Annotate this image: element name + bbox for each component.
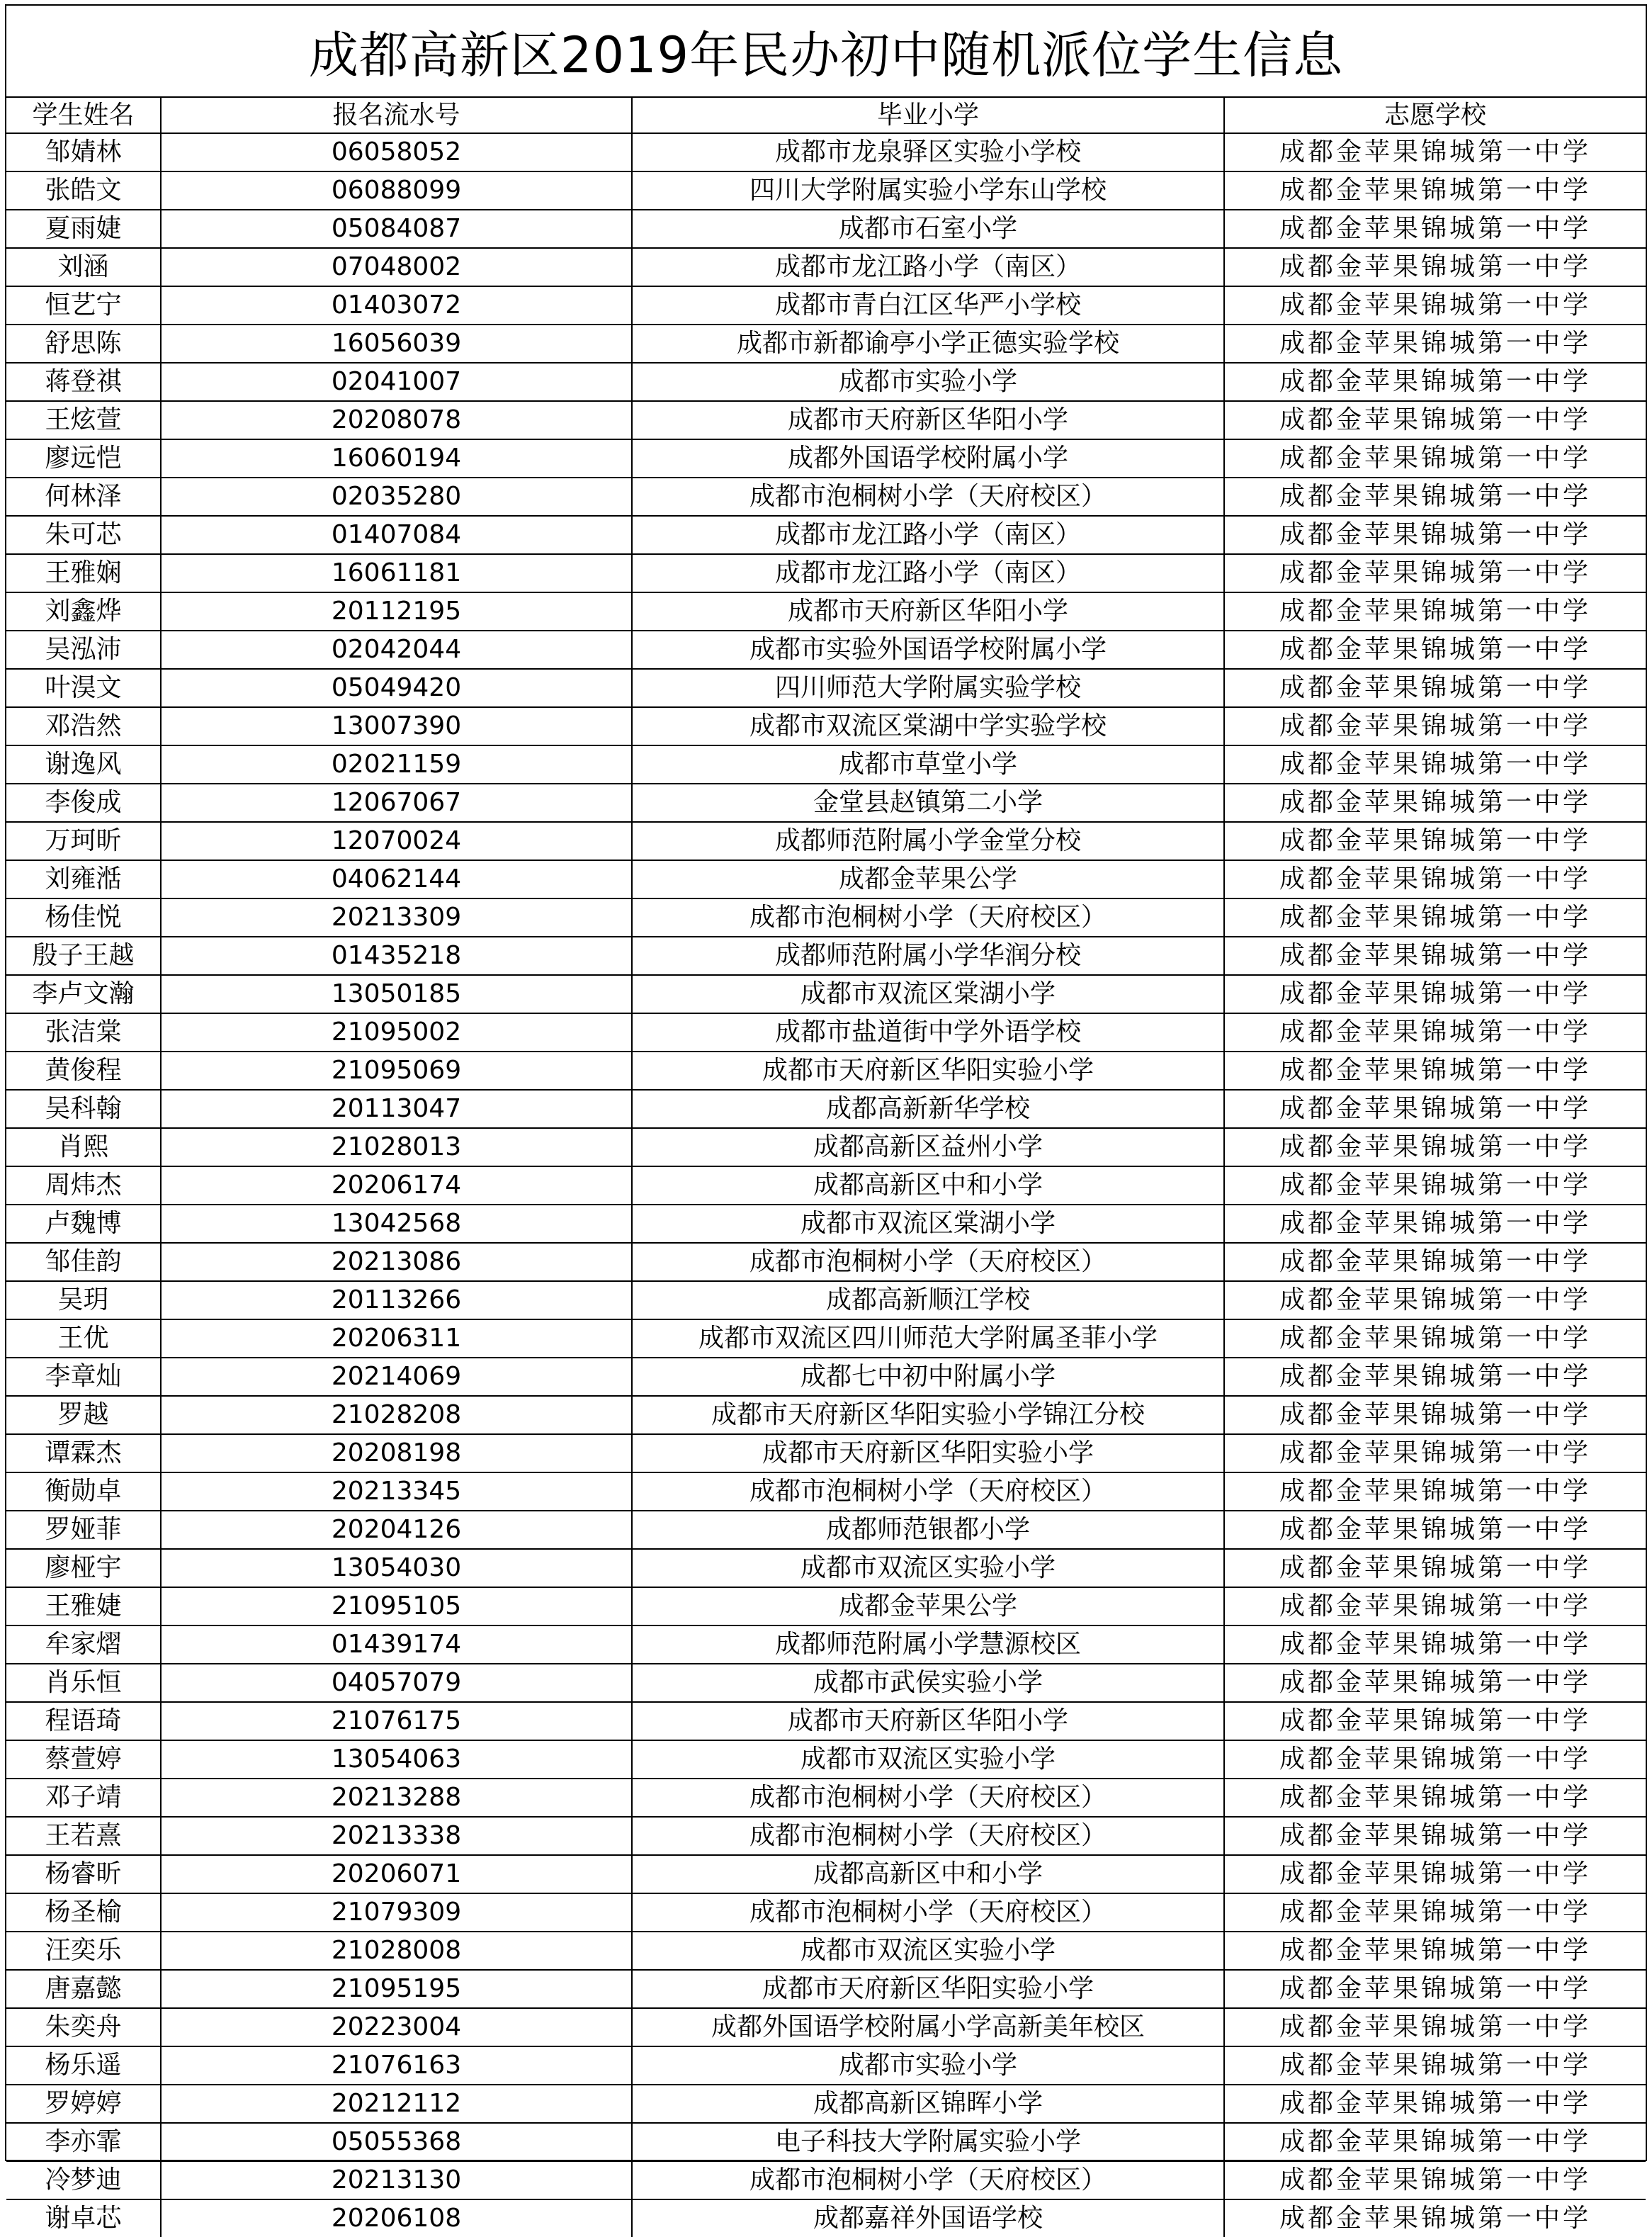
table-row: [6, 1817, 1646, 1855]
table-row: [6, 669, 1646, 707]
cell-student-name: 唐嘉懿: [6, 1970, 161, 2008]
cell-registration-number: 12070024: [161, 822, 632, 860]
cell-preferred-school: 成都金苹果锦城第一中学: [1224, 363, 1646, 401]
table-row: [6, 478, 1646, 516]
cell-student-name: 吴玥: [6, 1281, 161, 1319]
cell-preferred-school: 成都金苹果锦城第一中学: [1224, 325, 1646, 363]
table-row: [6, 363, 1646, 401]
table-row: [6, 516, 1646, 554]
cell-registration-number: 20212112: [161, 2085, 632, 2123]
cell-student-name: 谢逸风: [6, 745, 161, 784]
cell-primary-school: 成都市天府新区华阳实验小学锦江分校: [632, 1396, 1224, 1434]
cell-registration-number: 07048002: [161, 248, 632, 286]
cell-preferred-school: 成都金苹果锦城第一中学: [1224, 1817, 1646, 1855]
cell-primary-school: 成都外国语学校附属小学: [632, 439, 1224, 478]
cell-primary-school: 成都市实验外国语学校附属小学: [632, 631, 1224, 669]
cell-preferred-school: 成都金苹果锦城第一中学: [1224, 1281, 1646, 1319]
table-row: [6, 1740, 1646, 1779]
cell-student-name: 邓浩然: [6, 707, 161, 745]
cell-primary-school: 成都师范银都小学: [632, 1511, 1224, 1549]
cell-primary-school: 成都高新区益州小学: [632, 1128, 1224, 1166]
cell-preferred-school: 成都金苹果锦城第一中学: [1224, 1855, 1646, 1893]
cell-student-name: 罗越: [6, 1396, 161, 1434]
cell-student-name: 谢卓芯: [6, 2199, 161, 2237]
cell-student-name: 衡勋卓: [6, 1472, 161, 1511]
cell-primary-school: 成都高新区中和小学: [632, 1855, 1224, 1893]
table-row: [6, 1243, 1646, 1281]
cell-student-name: 王雅娴: [6, 554, 161, 592]
cell-primary-school: 成都市双流区棠湖小学: [632, 975, 1224, 1013]
cell-primary-school: 成都金苹果公学: [632, 860, 1224, 898]
cell-primary-school: 成都嘉祥外国语学校: [632, 2199, 1224, 2237]
table-row: [6, 784, 1646, 822]
cell-student-name: 周炜杰: [6, 1166, 161, 1205]
spreadsheet: [5, 4, 1647, 2233]
cell-primary-school: 成都高新区锦晖小学: [632, 2085, 1224, 2123]
cell-registration-number: 21076163: [161, 2046, 632, 2085]
table-row: [6, 1932, 1646, 1970]
cell-primary-school: 成都市泡桐树小学（天府校区）: [632, 1243, 1224, 1281]
cell-primary-school: 成都市双流区棠湖小学: [632, 1205, 1224, 1243]
cell-registration-number: 01435218: [161, 937, 632, 975]
table-row: [6, 707, 1646, 745]
cell-preferred-school: 成都金苹果锦城第一中学: [1224, 1587, 1646, 1625]
cell-student-name: 王若熹: [6, 1817, 161, 1855]
table-row: [6, 1893, 1646, 1932]
cell-preferred-school: 成都金苹果锦城第一中学: [1224, 860, 1646, 898]
cell-preferred-school: 成都金苹果锦城第一中学: [1224, 1128, 1646, 1166]
cell-registration-number: 16060194: [161, 439, 632, 478]
cell-registration-number: 01439174: [161, 1625, 632, 1664]
cell-student-name: 张洁棠: [6, 1013, 161, 1052]
table-row: [6, 1511, 1646, 1549]
cell-registration-number: 21028208: [161, 1396, 632, 1434]
cell-student-name: 牟家熠: [6, 1625, 161, 1664]
cell-primary-school: 成都市泡桐树小学（天府校区）: [632, 478, 1224, 516]
cell-registration-number: 20213338: [161, 1817, 632, 1855]
cell-preferred-school: 成都金苹果锦城第一中学: [1224, 631, 1646, 669]
cell-primary-school: 成都市草堂小学: [632, 745, 1224, 784]
cell-student-name: 张皓文: [6, 171, 161, 210]
cell-primary-school: 成都市新都谕亭小学正德实验学校: [632, 325, 1224, 363]
cell-primary-school: 成都市天府新区华阳实验小学: [632, 1052, 1224, 1090]
cell-student-name: 罗娅菲: [6, 1511, 161, 1549]
cell-preferred-school: 成都金苹果锦城第一中学: [1224, 478, 1646, 516]
table-row: [6, 1472, 1646, 1511]
cell-student-name: 王雅婕: [6, 1587, 161, 1625]
table-row: [6, 439, 1646, 478]
cell-registration-number: 05055368: [161, 2123, 632, 2161]
table-row: [6, 2123, 1646, 2161]
table-row: [6, 975, 1646, 1013]
cell-preferred-school: 成都金苹果锦城第一中学: [1224, 1702, 1646, 1740]
cell-preferred-school: 成都金苹果锦城第一中学: [1224, 1243, 1646, 1281]
cell-registration-number: 20204126: [161, 1511, 632, 1549]
cell-student-name: 李卢文瀚: [6, 975, 161, 1013]
cell-primary-school: 成都市天府新区华阳小学: [632, 1702, 1224, 1740]
cell-registration-number: 21095002: [161, 1013, 632, 1052]
table-row: [6, 1205, 1646, 1243]
cell-student-name: 叶淏文: [6, 669, 161, 707]
cell-student-name: 杨乐遥: [6, 2046, 161, 2085]
table-row: [6, 1090, 1646, 1128]
cell-registration-number: 16056039: [161, 325, 632, 363]
cell-primary-school: 成都师范附属小学慧源校区: [632, 1625, 1224, 1664]
table-row: [6, 1052, 1646, 1090]
cell-student-name: 万珂昕: [6, 822, 161, 860]
cell-registration-number: 01403072: [161, 286, 632, 325]
cell-registration-number: 01407084: [161, 516, 632, 554]
cell-primary-school: 成都市双流区实验小学: [632, 1740, 1224, 1779]
cell-preferred-school: 成都金苹果锦城第一中学: [1224, 1740, 1646, 1779]
cell-primary-school: 成都师范附属小学金堂分校: [632, 822, 1224, 860]
cell-registration-number: 05049420: [161, 669, 632, 707]
cell-student-name: 冷梦迪: [6, 2161, 161, 2199]
cell-registration-number: 20213288: [161, 1779, 632, 1817]
cell-registration-number: 21079309: [161, 1893, 632, 1932]
cell-student-name: 杨圣榆: [6, 1893, 161, 1932]
cell-preferred-school: 成都金苹果锦城第一中学: [1224, 2199, 1646, 2237]
cell-registration-number: 20112195: [161, 592, 632, 631]
cell-primary-school: 成都市武侯实验小学: [632, 1664, 1224, 1702]
cell-preferred-school: 成都金苹果锦城第一中学: [1224, 898, 1646, 937]
table-row: [6, 1855, 1646, 1893]
table-row: [6, 2008, 1646, 2046]
cell-registration-number: 20213086: [161, 1243, 632, 1281]
cell-preferred-school: 成都金苹果锦城第一中学: [1224, 2085, 1646, 2123]
cell-student-name: 蔡萱婷: [6, 1740, 161, 1779]
table-row: [6, 1358, 1646, 1396]
cell-student-name: 廖桠宇: [6, 1549, 161, 1587]
cell-preferred-school: 成都金苹果锦城第一中学: [1224, 669, 1646, 707]
cell-student-name: 吴科翰: [6, 1090, 161, 1128]
cell-registration-number: 04057079: [161, 1664, 632, 1702]
cell-preferred-school: 成都金苹果锦城第一中学: [1224, 401, 1646, 439]
cell-registration-number: 21028008: [161, 1932, 632, 1970]
cell-registration-number: 02021159: [161, 745, 632, 784]
table-body: [6, 133, 1646, 2237]
cell-preferred-school: 成都金苹果锦城第一中学: [1224, 1893, 1646, 1932]
cell-registration-number: 21028013: [161, 1128, 632, 1166]
cell-student-name: 夏雨婕: [6, 210, 161, 248]
cell-student-name: 恒艺宁: [6, 286, 161, 325]
cell-primary-school: 成都市石室小学: [632, 210, 1224, 248]
table-row: [6, 1702, 1646, 1740]
table-row: [6, 1013, 1646, 1052]
cell-preferred-school: 成都金苹果锦城第一中学: [1224, 1319, 1646, 1358]
cell-registration-number: 06088099: [161, 171, 632, 210]
header-student-name: 学生姓名: [6, 98, 161, 133]
table-row: [6, 1625, 1646, 1664]
cell-primary-school: 成都市双流区实验小学: [632, 1549, 1224, 1587]
table-row: [6, 1779, 1646, 1817]
cell-preferred-school: 成都金苹果锦城第一中学: [1224, 1358, 1646, 1396]
cell-preferred-school: 成都金苹果锦城第一中学: [1224, 1664, 1646, 1702]
cell-primary-school: 成都市天府新区华阳小学: [632, 401, 1224, 439]
cell-preferred-school: 成都金苹果锦城第一中学: [1224, 1625, 1646, 1664]
header-row: [6, 98, 1646, 133]
table-row: [6, 860, 1646, 898]
table-row: [6, 2161, 1646, 2199]
cell-preferred-school: 成都金苹果锦城第一中学: [1224, 1472, 1646, 1511]
cell-preferred-school: 成都金苹果锦城第一中学: [1224, 286, 1646, 325]
cell-primary-school: 成都市泡桐树小学（天府校区）: [632, 1472, 1224, 1511]
cell-primary-school: 成都市龙江路小学（南区）: [632, 248, 1224, 286]
cell-registration-number: 13054030: [161, 1549, 632, 1587]
cell-preferred-school: 成都金苹果锦城第一中学: [1224, 822, 1646, 860]
table-row: [6, 1319, 1646, 1358]
table-row: [6, 2199, 1646, 2237]
cell-primary-school: 四川大学附属实验小学东山学校: [632, 171, 1224, 210]
cell-student-name: 罗婷婷: [6, 2085, 161, 2123]
cell-registration-number: 21095105: [161, 1587, 632, 1625]
table-row: [6, 1396, 1646, 1434]
table-row: [6, 937, 1646, 975]
cell-primary-school: 成都金苹果公学: [632, 1587, 1224, 1625]
cell-registration-number: 20213309: [161, 898, 632, 937]
cell-student-name: 王优: [6, 1319, 161, 1358]
cell-primary-school: 成都市泡桐树小学（天府校区）: [632, 1779, 1224, 1817]
cell-primary-school: 四川师范大学附属实验学校: [632, 669, 1224, 707]
cell-primary-school: 成都市泡桐树小学（天府校区）: [632, 2161, 1224, 2199]
cell-preferred-school: 成都金苹果锦城第一中学: [1224, 1205, 1646, 1243]
cell-student-name: 谭霖杰: [6, 1434, 161, 1472]
cell-registration-number: 20208078: [161, 401, 632, 439]
cell-primary-school: 成都市实验小学: [632, 363, 1224, 401]
table-row: [6, 1281, 1646, 1319]
cell-registration-number: 13054063: [161, 1740, 632, 1779]
cell-registration-number: 04062144: [161, 860, 632, 898]
table-row: [6, 592, 1646, 631]
cell-preferred-school: 成都金苹果锦城第一中学: [1224, 1549, 1646, 1587]
table-row: [6, 554, 1646, 592]
table-row: [6, 631, 1646, 669]
cell-preferred-school: 成都金苹果锦城第一中学: [1224, 707, 1646, 745]
cell-primary-school: 成都高新区中和小学: [632, 1166, 1224, 1205]
table-row: [6, 248, 1646, 286]
table-row: [6, 1549, 1646, 1587]
cell-preferred-school: 成都金苹果锦城第一中学: [1224, 1396, 1646, 1434]
cell-student-name: 肖熙: [6, 1128, 161, 1166]
table-row: [6, 2085, 1646, 2123]
table-row: [6, 1970, 1646, 2008]
cell-preferred-school: 成都金苹果锦城第一中学: [1224, 2046, 1646, 2085]
cell-preferred-school: 成都金苹果锦城第一中学: [1224, 1511, 1646, 1549]
cell-preferred-school: 成都金苹果锦城第一中学: [1224, 1013, 1646, 1052]
cell-preferred-school: 成都金苹果锦城第一中学: [1224, 1052, 1646, 1090]
cell-registration-number: 21095069: [161, 1052, 632, 1090]
cell-student-name: 王炫萱: [6, 401, 161, 439]
cell-preferred-school: 成都金苹果锦城第一中学: [1224, 248, 1646, 286]
cell-registration-number: 02042044: [161, 631, 632, 669]
cell-student-name: 殷子王越: [6, 937, 161, 975]
cell-preferred-school: 成都金苹果锦城第一中学: [1224, 1166, 1646, 1205]
header-registration-number: 报名流水号: [161, 98, 632, 133]
cell-primary-school: 成都市龙江路小学（南区）: [632, 516, 1224, 554]
cell-student-name: 汪奕乐: [6, 1932, 161, 1970]
cell-student-name: 朱奕舟: [6, 2008, 161, 2046]
cell-student-name: 李俊成: [6, 784, 161, 822]
table-row: [6, 171, 1646, 210]
table-row: [6, 325, 1646, 363]
table-row: [6, 1128, 1646, 1166]
cell-primary-school: 电子科技大学附属实验小学: [632, 2123, 1224, 2161]
cell-primary-school: 成都高新新华学校: [632, 1090, 1224, 1128]
table-row: [6, 286, 1646, 325]
cell-registration-number: 02035280: [161, 478, 632, 516]
cell-primary-school: 成都市盐道街中学外语学校: [632, 1013, 1224, 1052]
cell-preferred-school: 成都金苹果锦城第一中学: [1224, 2161, 1646, 2199]
cell-registration-number: 20113047: [161, 1090, 632, 1128]
table-row: [6, 745, 1646, 784]
cell-student-name: 卢魏博: [6, 1205, 161, 1243]
header-graduated-primary-school: 毕业小学: [632, 98, 1224, 133]
cell-registration-number: 13050185: [161, 975, 632, 1013]
cell-preferred-school: 成都金苹果锦城第一中学: [1224, 1932, 1646, 1970]
cell-student-name: 邓子靖: [6, 1779, 161, 1817]
cell-primary-school: 成都市天府新区华阳小学: [632, 592, 1224, 631]
cell-student-name: 邹婧林: [6, 133, 161, 171]
cell-registration-number: 13007390: [161, 707, 632, 745]
cell-student-name: 李章灿: [6, 1358, 161, 1396]
cell-preferred-school: 成都金苹果锦城第一中学: [1224, 171, 1646, 210]
sheet-title: 成都高新区2019年民办初中随机派位学生信息: [6, 6, 1646, 98]
cell-preferred-school: 成都金苹果锦城第一中学: [1224, 975, 1646, 1013]
student-table: [6, 98, 1646, 2237]
cell-preferred-school: 成都金苹果锦城第一中学: [1224, 133, 1646, 171]
table-row: [6, 401, 1646, 439]
cell-registration-number: 16061181: [161, 554, 632, 592]
cell-primary-school: 成都市泡桐树小学（天府校区）: [632, 898, 1224, 937]
cell-registration-number: 20223004: [161, 2008, 632, 2046]
table-row: [6, 2046, 1646, 2085]
cell-registration-number: 20213345: [161, 1472, 632, 1511]
cell-registration-number: 13042568: [161, 1205, 632, 1243]
table-row: [6, 898, 1646, 937]
cell-preferred-school: 成都金苹果锦城第一中学: [1224, 1779, 1646, 1817]
cell-registration-number: 20208198: [161, 1434, 632, 1472]
cell-student-name: 刘鑫烨: [6, 592, 161, 631]
cell-registration-number: 20206108: [161, 2199, 632, 2237]
table-row: [6, 133, 1646, 171]
cell-primary-school: 成都市龙泉驿区实验小学校: [632, 133, 1224, 171]
cell-primary-school: 成都市双流区棠湖中学实验学校: [632, 707, 1224, 745]
cell-student-name: 吴泓沛: [6, 631, 161, 669]
table-row: [6, 1434, 1646, 1472]
table-row: [6, 1587, 1646, 1625]
cell-preferred-school: 成都金苹果锦城第一中学: [1224, 439, 1646, 478]
cell-preferred-school: 成都金苹果锦城第一中学: [1224, 2123, 1646, 2161]
cell-preferred-school: 成都金苹果锦城第一中学: [1224, 210, 1646, 248]
cell-student-name: 朱可芯: [6, 516, 161, 554]
cell-registration-number: 20113266: [161, 1281, 632, 1319]
cell-student-name: 邹佳韵: [6, 1243, 161, 1281]
cell-registration-number: 20214069: [161, 1358, 632, 1396]
cell-primary-school: 成都市泡桐树小学（天府校区）: [632, 1893, 1224, 1932]
cell-student-name: 杨佳悦: [6, 898, 161, 937]
cell-primary-school: 成都七中初中附属小学: [632, 1358, 1224, 1396]
cell-preferred-school: 成都金苹果锦城第一中学: [1224, 937, 1646, 975]
cell-preferred-school: 成都金苹果锦城第一中学: [1224, 554, 1646, 592]
cell-registration-number: 20206071: [161, 1855, 632, 1893]
cell-student-name: 廖远恺: [6, 439, 161, 478]
cell-student-name: 刘雍湉: [6, 860, 161, 898]
cell-preferred-school: 成都金苹果锦城第一中学: [1224, 1970, 1646, 2008]
cell-student-name: 刘涵: [6, 248, 161, 286]
table-row: [6, 1664, 1646, 1702]
cell-registration-number: 02041007: [161, 363, 632, 401]
cell-student-name: 程语琦: [6, 1702, 161, 1740]
table-row: [6, 1166, 1646, 1205]
cell-preferred-school: 成都金苹果锦城第一中学: [1224, 1434, 1646, 1472]
cell-preferred-school: 成都金苹果锦城第一中学: [1224, 745, 1646, 784]
cell-student-name: 肖乐恒: [6, 1664, 161, 1702]
table-row: [6, 822, 1646, 860]
cell-preferred-school: 成都金苹果锦城第一中学: [1224, 592, 1646, 631]
cell-primary-school: 成都市青白江区华严小学校: [632, 286, 1224, 325]
cell-preferred-school: 成都金苹果锦城第一中学: [1224, 516, 1646, 554]
cell-registration-number: 06058052: [161, 133, 632, 171]
cell-primary-school: 成都市双流区四川师范大学附属圣菲小学: [632, 1319, 1224, 1358]
cell-preferred-school: 成都金苹果锦城第一中学: [1224, 1090, 1646, 1128]
cell-registration-number: 12067067: [161, 784, 632, 822]
cell-registration-number: 05084087: [161, 210, 632, 248]
cell-student-name: 蒋登祺: [6, 363, 161, 401]
cell-primary-school: 成都市双流区实验小学: [632, 1932, 1224, 1970]
cell-primary-school: 成都市天府新区华阳实验小学: [632, 1434, 1224, 1472]
cell-registration-number: 20206311: [161, 1319, 632, 1358]
cell-primary-school: 成都高新顺江学校: [632, 1281, 1224, 1319]
cell-primary-school: 成都市天府新区华阳实验小学: [632, 1970, 1224, 2008]
cell-student-name: 李亦霏: [6, 2123, 161, 2161]
table-row: [6, 210, 1646, 248]
cell-student-name: 黄俊程: [6, 1052, 161, 1090]
cell-primary-school: 成都市泡桐树小学（天府校区）: [632, 1817, 1224, 1855]
cell-primary-school: 成都市实验小学: [632, 2046, 1224, 2085]
cell-registration-number: 20213130: [161, 2161, 632, 2199]
cell-primary-school: 成都师范附属小学华润分校: [632, 937, 1224, 975]
cell-registration-number: 20206174: [161, 1166, 632, 1205]
cell-preferred-school: 成都金苹果锦城第一中学: [1224, 784, 1646, 822]
cell-primary-school: 成都外国语学校附属小学高新美年校区: [632, 2008, 1224, 2046]
cell-registration-number: 21095195: [161, 1970, 632, 2008]
cell-primary-school: 成都市龙江路小学（南区）: [632, 554, 1224, 592]
cell-preferred-school: 成都金苹果锦城第一中学: [1224, 2008, 1646, 2046]
cell-student-name: 杨睿昕: [6, 1855, 161, 1893]
cell-primary-school: 金堂县赵镇第二小学: [632, 784, 1224, 822]
cell-registration-number: 21076175: [161, 1702, 632, 1740]
header-preferred-school: 志愿学校: [1224, 98, 1646, 133]
cell-student-name: 何林泽: [6, 478, 161, 516]
cell-student-name: 舒思陈: [6, 325, 161, 363]
